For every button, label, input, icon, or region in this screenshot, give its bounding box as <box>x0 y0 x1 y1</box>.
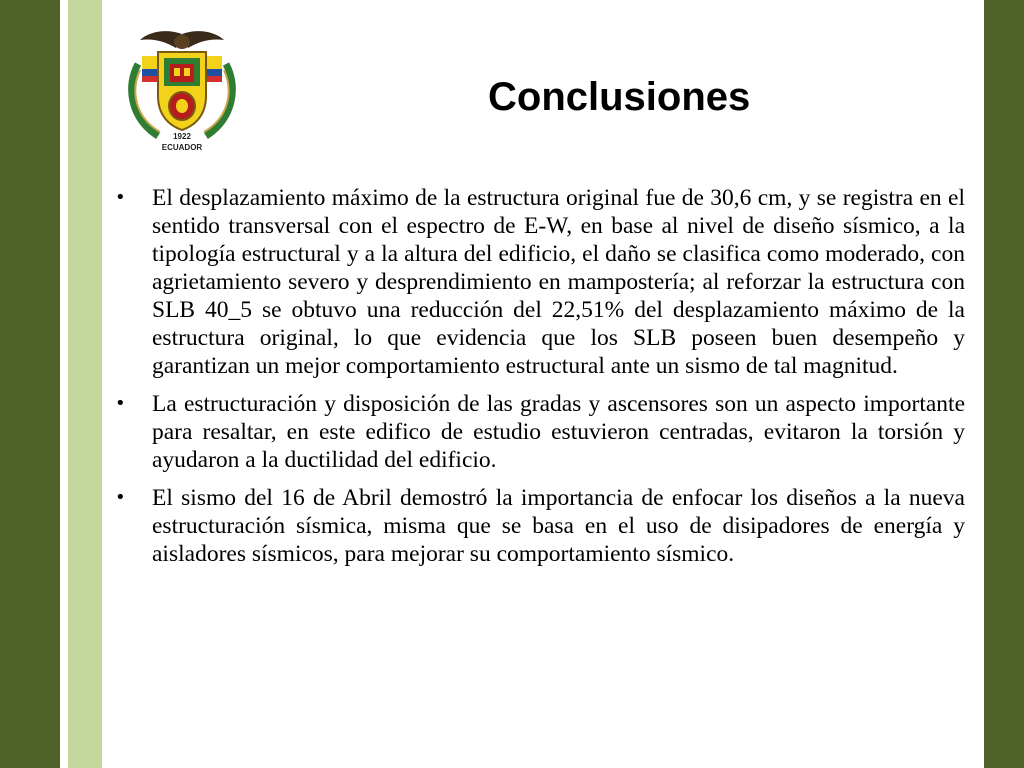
bullet-text: La estructuración y disposición de las gradas y ascensores son un aspecto importante para resaltar, en este edifico de estudio estuvieron centradas, evitaron la torsión y ayudaron a la ductilidad del edificio. <box>152 391 965 473</box>
bullet-icon: • <box>115 487 126 508</box>
list-item <box>115 484 965 568</box>
right-dark-bar <box>984 0 1024 768</box>
left-light-bar <box>68 0 102 768</box>
bullet-text: El desplazamiento máximo de la estructura original fue de 30,6 cm, y se registra en el sentido transversal con el espectro de E-W, en base al nivel de diseño sísmico, a la tipología estructural y a la altura del edificio, el daño se clasifica como moderado, con agrietamiento severo y desprendimiento en mampostería; al reforzar la estructura con SLB 40_5 se obtuvo una reducción del 22,51% del desplazamiento máximo de la estructura original, lo que evidencia que los SLB poseen buen desempeño y garantizan un mejor comportamiento estructural ante un sismo de tal magnitud. <box>152 185 965 379</box>
list-item <box>115 390 965 474</box>
list-item <box>115 184 965 380</box>
emblem-country: ECUADOR <box>161 143 203 152</box>
bullet-icon: • <box>115 393 126 414</box>
slide-title: Conclusiones <box>488 75 751 119</box>
bullet-icon: • <box>115 187 126 208</box>
bullet-text: El sismo del 16 de Abril demostró la importancia de enfocar los diseños a la nueva estructuración sísmica, misma que se basa en el uso de disipadores de energía y aisladores sísmicos, para mejorar su comportamiento sísmico. <box>152 485 965 567</box>
emblem-year: 1922 <box>173 132 191 141</box>
conclusions-list <box>115 184 965 578</box>
institution-emblem-logo <box>118 26 246 156</box>
left-dark-bar <box>0 0 60 768</box>
